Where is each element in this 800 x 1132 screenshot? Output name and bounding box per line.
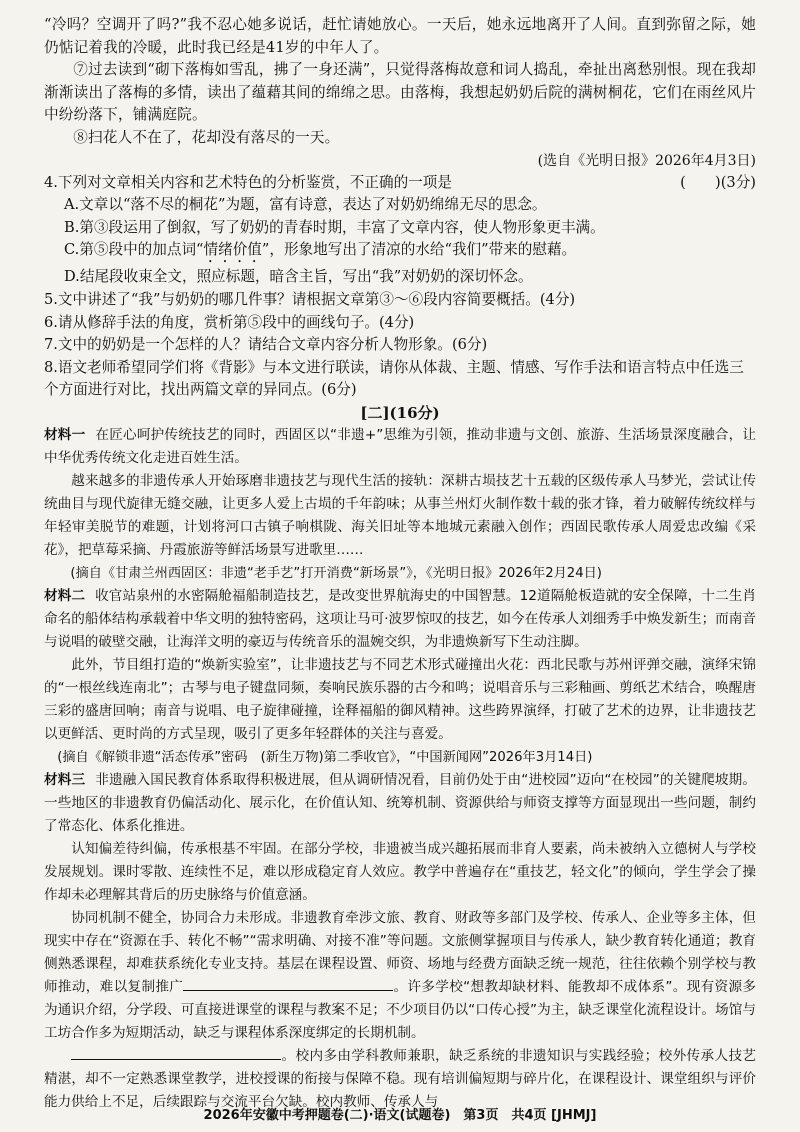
- option-c-part2: ”，形象地写出了清凉的水给“我们”带来的慰藉。: [261, 241, 577, 259]
- question-7: 7.文中的奶奶是一个怎样的人？请结合文章内容分析人物形象。(6分): [44, 336, 488, 354]
- option-c-part1: C.第⑤段中的加点词“: [64, 241, 204, 259]
- material-1-paragraph-1: [44, 424, 756, 470]
- material-3-paragraph-5-text: 。校内多由学科教师兼职，缺乏系统的非遗知识与实践经验；校外传承人技艺精湛，却不一定熟悉课堂教学，进校授课的衔接与保障不稳。现有培训偏短期与碎片化，在课程设计、课堂组织与评价能力供给上不足，后续跟踪与交流平台欠缺。校内教师、传承人与: [44, 1047, 756, 1110]
- material-2-source: (摘自《解锁非遗“活态传承”密码 (新生万物)第二季收官》，“中国新闻网”2026年3月14日): [57, 749, 593, 765]
- material-3-paragraph-4-text: 。许多学校“想教却缺材料、能教却不成体系”。现有资源多为通识介绍，分学段、可直接进课堂的课程与教案不足；不少项目仍以“口传心授”为主，缺乏课堂化流程设计。场馆与工坊合作多为短期活动，缺乏与课程体系深度绑定的长期机制。: [44, 978, 756, 1041]
- material-3-paragraph-3: [44, 907, 756, 1045]
- section-heading: [二](16分): [360, 403, 440, 422]
- material-3-text: 非遗融入国民教育体系取得积极进展，但从调研情况看，目前仍处于由“进校园”迈向“在校园”的关键爬坡期。一些地区的非遗教育仍偏活动化、展示化，在价值认知、统筹机制、资源供给与师资支撑等方面显现出一些问题，制约了常态化、体系化推进。: [44, 771, 757, 834]
- option-c-dotted-word: 情绪价值: [203, 241, 262, 259]
- material-1-text: 在匠心呵护传统技艺的同时，西固区以“非遗+”思维为引领，推动非遗与文创、旅游、生活场景深度融合，让中华优秀传统文化走进百姓生活。: [44, 426, 757, 466]
- question-8: 8.语文老师希望同学们将《背影》与本文进行联读，请你从体裁、主题、情感、写作手法和语言特点中任选三个方面进行对比，找出两篇文章的异同点。(6分): [44, 358, 744, 399]
- passage-paragraph-7: ⑦过去读到“砌下落梅如雪乱，拂了一身还满”，只觉得落梅故意和词人捣乱，牵扯出离愁别恨。现在我却渐渐读出了落梅的多情，读出了蕴藉其间的绵绵之思。由落梅，我想起奶奶后院的满树桐花，它们在雨丝风片中纷纷落下，铺满庭院。: [44, 61, 756, 124]
- material-2-paragraph-1: [44, 585, 756, 654]
- question-6: 6.请从修辞手法的角度，赏析第⑤段中的画线句子。(4分): [44, 313, 415, 331]
- option-a: A.文章以“落不尽的桐花”为题，富有诗意，表达了对奶奶绵绵无尽的思念。: [64, 196, 547, 214]
- question-4-score: ( )(3分): [680, 173, 756, 191]
- passage-paragraph-continued: “冷吗？空调开了吗?”我不忍心她多说话，赶忙请她放心。一天后，她永远地离开了人间。直到弥留之际，她仍惦记着我的冷暖，此时我已经是41岁的中年人了。: [44, 16, 756, 56]
- material-3-label: 材料三: [44, 771, 86, 788]
- option-c: [44, 239, 756, 266]
- material-1-paragraph-2: 越来越多的非遗传承人开始琢磨非遗技艺与现代生活的接轨：深耕古埙技艺十五载的区级传承人马梦光，尝试让传统曲目与现代旋律无缝交融，让更多人爱上古埙的千年韵味；从事兰州灯火制作数十载的张才锋，着力破解传统纹样与年轻审美脱节的难题，计划将河口古镇子响棋陇、海关旧址等本地城元素融入创作；西固民歌传承人周爱忠改编《采花》，把草莓采摘、丹霞旅游等鲜活场景写进歌里……: [44, 472, 756, 558]
- fill-blank-2: [71, 1045, 281, 1060]
- material-2-label: 材料二: [44, 587, 86, 604]
- material-1-label: 材料一: [44, 426, 86, 443]
- option-d: D.结尾段收束全文，照应标题，暗含主旨，写出“我”对奶奶的深切怀念。: [64, 268, 533, 286]
- option-b: B.第③段运用了倒叙，写了奶奶的青春时期，丰富了文章内容，使人物形象更丰满。: [64, 218, 605, 236]
- material-2-text: 收官站泉州的水密隔舱福船制造技艺，是改变世界航海史的中国智慧。12道隔舱板造就的安全保障，十二生肖命名的船体结构承载着中华文明的独特密码，这项让马可·波罗惊叹的技艺，如今在传承人刘细秀手中焕发新生；而南音与说唱的破壁交融，让海洋文明的豪迈与传统音乐的温婉交织，为非遗焕新写下生动注脚。: [44, 587, 757, 650]
- question-4-stem: 4.下列对文章相关内容和艺术特色的分析鉴赏，不正确的一项是: [44, 173, 452, 191]
- material-3-paragraph-1: [44, 769, 756, 838]
- passage-paragraph-8: ⑧扫花人不在了，花却没有落尽的一天。: [73, 128, 340, 146]
- material-3-paragraph-2: 认知偏差待纠偏，传承根基不牢固。在部分学校，非遗被当成兴趣拓展而非育人要素，尚未被纳入立德树人与学校发展规划。课时零散、连续性不足，难以形成稳定育人效应。教学中普遍存在“重技艺，轻文化”的倾向，学生学会了操作却未必理解其背后的历史脉络与价值意涵。: [44, 840, 756, 903]
- material-3-paragraph-3-text: 协同机制不健全，协同合力未形成。非遗教育牵涉文旅、教育、财政等多部门及学校、传承人、企业等多主体，但现实中存在“资源在手、转化不畅”“需求明确、对接不准”等问题。文旅侧掌握项目与传承人，缺少教育转化通道；教育侧熟悉课程，却难获系统化专业支持。基层在课程设置、师资、场地与经费方面缺乏统一规范，往往依赖个别学校与教师推动，难以复制推广: [44, 909, 756, 995]
- question-5: 5.文中讲述了“我”与奶奶的哪几件事？请根据文章第③～⑥段内容简要概括。(4分): [44, 290, 576, 308]
- page-footer: 2026年安徽中考押题卷(二)·语文(试题卷) 第3页 共4页 [JHMJ]: [203, 1108, 597, 1123]
- question-4: [44, 172, 756, 195]
- material-1-source: (摘自《甘肃兰州西固区：非遗“老手艺”打开消费“新场景”》，《光明日报》2026年2月24日): [70, 565, 602, 581]
- passage-source: (选自《光明日报》2026年4月3日): [537, 152, 756, 169]
- material-2-paragraph-2: 此外，节目组打造的“焕新实验室”，让非遗技艺与不同艺术形式碰撞出火花：西北民歌与苏州评弹交融，演绎宋锦的“一根丝线连南北”；古琴与电子键盘同频，奏响民族乐器的古今和鸣；说唱音乐与三彩釉画、剪纸艺术结合，唤醒唐三彩的盛唐回响；南音与说唱、电子旋律碰撞，诠释福船的御风精神。这些跨界演绎，打破了艺术的边界，让非遗技艺以更鲜活、更时尚的方式呈现，吸引了更多年轻群体的关注与喜爱。: [44, 656, 756, 742]
- fill-blank-1: [183, 976, 393, 991]
